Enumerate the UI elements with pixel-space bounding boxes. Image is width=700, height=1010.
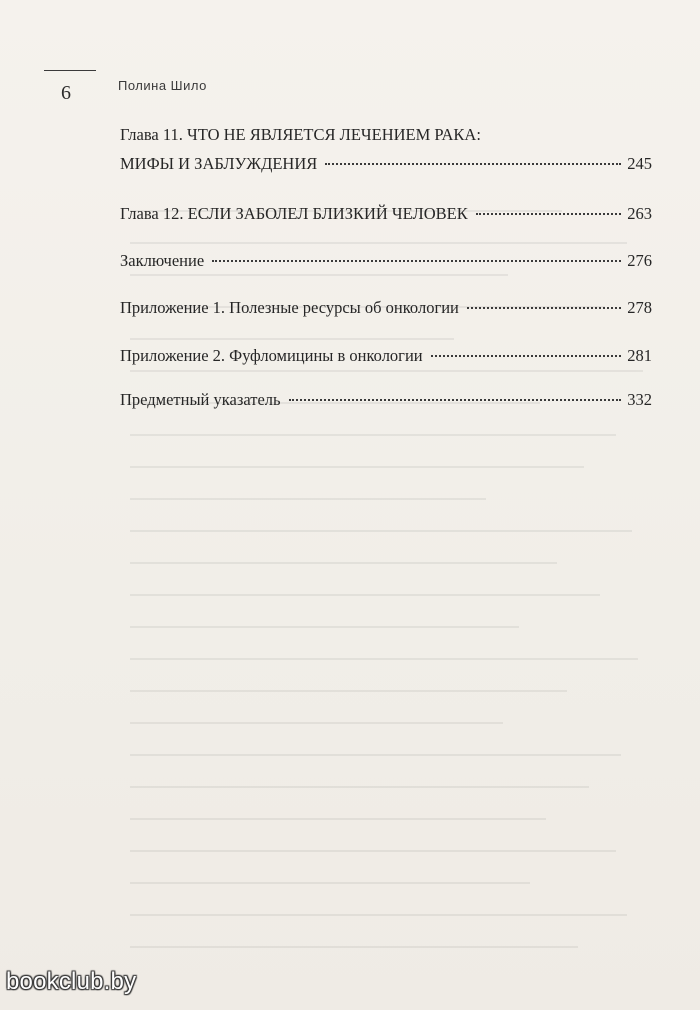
running-head-author: Полина Шило (118, 78, 207, 93)
toc-entry-line (120, 122, 652, 147)
toc-entry-line (120, 343, 652, 368)
toc-entry-chapter-11 (120, 122, 652, 176)
folio-rule (44, 70, 96, 71)
dot-leader (476, 212, 622, 215)
toc-entry-title: Заключение (120, 251, 205, 270)
toc-entry-line (120, 248, 652, 273)
watermark-logo: bookclub.by (6, 968, 137, 995)
toc-entry-page: 276 (627, 251, 652, 270)
toc-entry-title: Предметный указатель (120, 390, 281, 409)
toc-entry-page: 281 (627, 346, 652, 365)
toc-entry-page: 332 (627, 390, 652, 409)
toc-entry-line (120, 151, 652, 176)
toc-entry-title: МИФЫ И ЗАБЛУЖДЕНИЯ (120, 154, 318, 173)
toc-entry-appendix-2 (120, 343, 652, 368)
dot-leader (467, 306, 621, 309)
toc-entry-page: 278 (627, 298, 652, 317)
toc-entry-conclusion (120, 248, 652, 273)
page-number: 6 (61, 82, 71, 104)
toc-entry-line (120, 201, 652, 226)
toc-entry-line (120, 295, 652, 320)
toc-entry-page: 263 (627, 204, 652, 223)
toc-entry-appendix-1 (120, 295, 652, 320)
toc-entry-title: Приложение 1. Полезные ресурсы об онкологии (120, 298, 459, 317)
dot-leader (431, 354, 622, 357)
dot-leader (289, 398, 622, 401)
toc-entry-title: Глава 11. ЧТО НЕ ЯВЛЯЕТСЯ ЛЕЧЕНИЕМ РАКА: (120, 125, 481, 144)
dot-leader (325, 162, 621, 165)
toc-entry-page: 245 (627, 154, 652, 173)
toc-entry-line (120, 387, 652, 412)
toc-entry-chapter-12 (120, 201, 652, 226)
dot-leader (212, 259, 621, 262)
toc-entry-subject-index (120, 387, 652, 412)
toc-entry-title: Глава 12. ЕСЛИ ЗАБОЛЕЛ БЛИЗКИЙ ЧЕЛОВЕК (120, 204, 468, 223)
toc-entry-title: Приложение 2. Фуфломицины в онкологии (120, 346, 423, 365)
table-of-contents (120, 122, 652, 412)
